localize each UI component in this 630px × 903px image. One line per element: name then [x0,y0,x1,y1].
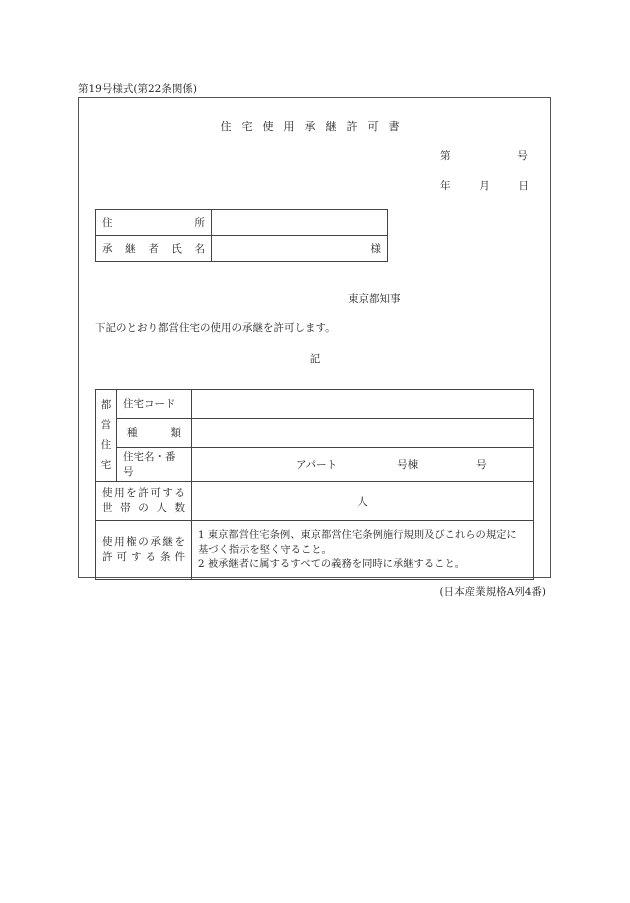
conditions-label-cell [96,521,192,580]
building-number-label: 号棟 [397,458,419,471]
condition-2: 2 被承継者に属するすべての義務を同時に承継すること。 [198,558,466,571]
household-unit: 人 [357,495,368,508]
conditions-label-2: 許 可 す る 条 件 [102,551,185,563]
household-label-1: 使 用 を 許 可 す る [102,487,185,499]
group-label-cell [96,390,117,482]
condition-1: 1 東京都営住宅条例、東京都営住宅条例施行規則及びこれらの規定に基づく指示を堅く守ること。 [198,529,517,556]
date-year: 年 [440,180,451,192]
name-number-row [96,447,534,481]
issuer: 東京都知事 [348,293,401,305]
name-label: 承 継 者 氏 名 [102,243,205,255]
type-label: 種 類 [127,427,181,440]
household-label-2: 世 帯 の 人 数 [102,502,185,514]
name-label-cell [96,236,212,262]
code-value[interactable] [192,390,534,419]
jis-note: (日本産業規格A列4番) [439,586,546,598]
name-row [96,236,388,262]
household-row [96,482,534,521]
household-label-cell [96,482,192,521]
type-label-cell [117,418,192,447]
code-row [96,390,534,419]
name-value[interactable] [212,236,388,262]
number-dai: 第 [440,150,451,162]
group-label: 都 営 住 宅 [100,399,112,471]
ki-heading: 記 [309,353,321,365]
date-line [440,178,529,193]
type-value[interactable] [192,418,534,447]
date-day: 日 [518,180,529,192]
apartment-label: アパート [296,458,338,471]
name-number-label: 住宅名・番号 [117,447,192,481]
name-number-value[interactable] [192,447,534,481]
body-text: 下記のとおり都営住宅の使用の承継を許可します。 [95,322,336,334]
date-month: 月 [479,180,490,192]
address-value[interactable] [212,210,388,236]
household-value[interactable] [192,482,534,521]
number-go: 号 [517,150,528,162]
address-row [96,210,388,236]
unit-number-label: 号 [476,458,487,471]
details-table [95,389,534,580]
code-label: 住宅コード [117,390,192,419]
addressee-table [95,209,388,262]
type-row [96,418,534,447]
document-title: 住宅使用承継許可書 [220,120,410,133]
address-label-cell [96,210,212,236]
conditions-row [96,521,534,580]
address-label: 住 所 [102,217,205,229]
honorific: 様 [370,243,381,255]
conditions-value [192,521,534,580]
conditions-label-1: 使 用 権 の 承 継 を [102,536,185,548]
form-number: 第19号様式(第22条関係) [78,83,197,95]
number-line [440,148,528,163]
